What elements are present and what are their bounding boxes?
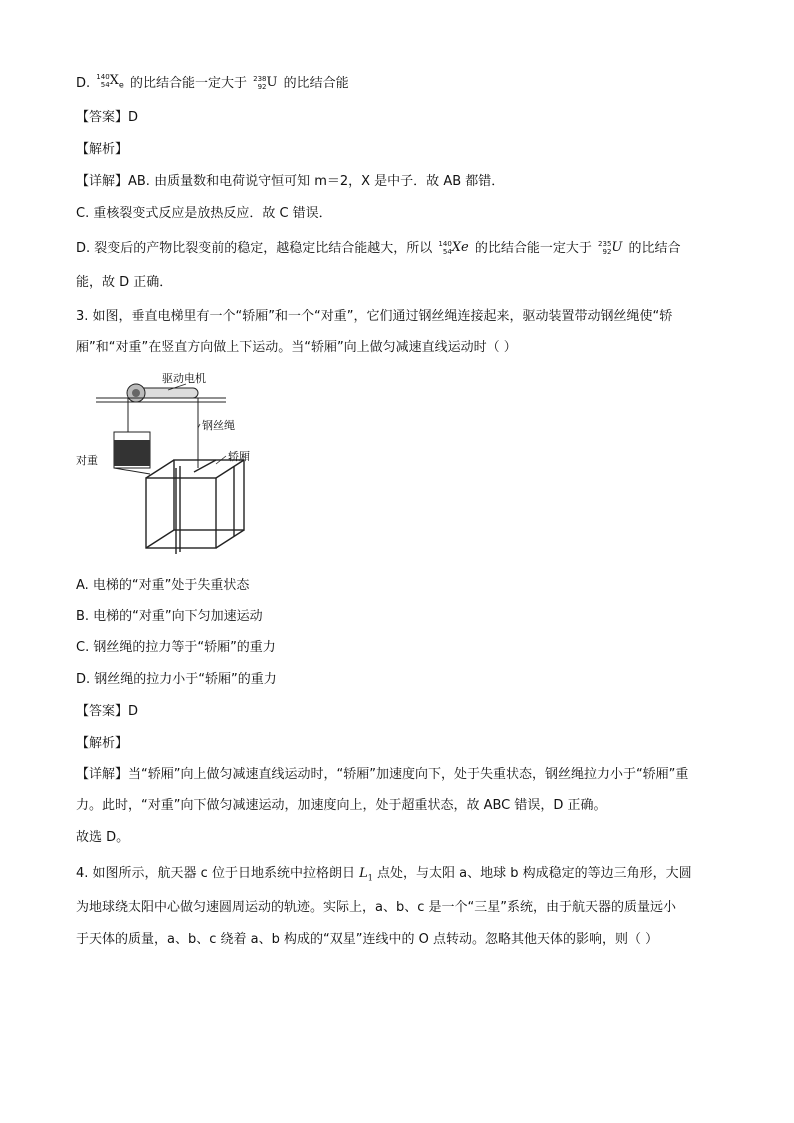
question-3-line-2: 厢”和“对重”在竖直方向做上下运动。当“轿厢”向上做匀减速直线运动时（ ） — [76, 340, 517, 355]
label-counterweight: 对重 — [76, 454, 98, 467]
mass-number: 235 — [598, 240, 612, 248]
answer-line: 【答案】D — [76, 110, 139, 125]
mass-number: 140 — [438, 240, 452, 248]
element-symbol: U — [266, 75, 278, 90]
text: 的比结合 — [628, 240, 681, 256]
atomic-number: 92 — [602, 248, 612, 256]
detail-line-1: 【详解】当“轿厢”向上做匀减速直线运动时，“轿厢”加速度向下，处于失重状态，钢丝绳拉力小于“轿厢”重 — [76, 767, 689, 782]
elevator-car — [146, 460, 244, 554]
elevator-figure — [76, 368, 286, 560]
text: 的比结合能一定大于 — [129, 75, 247, 91]
label-drive-motor: 驱动电机 — [162, 372, 206, 385]
analysis-heading: 【解析】 — [76, 736, 129, 751]
symbol-letter: L — [359, 866, 368, 881]
element-subscript: e — [118, 80, 124, 90]
xe-nuclide — [438, 239, 468, 258]
u-nuclide — [598, 239, 622, 258]
symbol-subscript: 1 — [367, 873, 373, 883]
element-symbol: U — [611, 240, 623, 255]
element-symbol: X — [109, 73, 119, 88]
detail-line: 【详解】AB. 由质量数和电荷说守恒可知 m＝2，X 是中子．故 AB 都错． — [76, 174, 505, 189]
lagrange-point-symbol — [359, 866, 373, 881]
option-label: D. — [76, 75, 95, 91]
question-3-line-1: 3. 如图，垂直电梯里有一个“轿厢”和一个“对重”，它们通过钢丝绳连接起来，驱动装置带动钢丝绳使“轿 — [76, 309, 673, 324]
text: 的比结合能一定大于 — [474, 240, 592, 256]
option-c: C. 钢丝绳的拉力等于“轿厢”的重力 — [76, 640, 276, 655]
element-symbol: Xe — [451, 240, 469, 255]
elevator-diagram — [76, 368, 286, 560]
mass-number: 238 — [253, 75, 267, 83]
option-d-explanation — [76, 239, 681, 258]
label-elevator-car: 轿厢 — [228, 450, 250, 463]
detail-line-2: 力。此时，“对重”向下做匀减速运动，加速度向上，处于超重状态，故 ABC 错误，D 正确。 — [76, 798, 607, 813]
drive-motor — [96, 384, 226, 402]
text: 点处，与太阳 a、地球 b 构成稳定的等边三角形，大圆 — [376, 866, 692, 881]
xe-nuclide — [96, 72, 124, 95]
question-4-line-2: 为地球绕太阳中心做匀速圆周运动的轨迹。实际上，a、b、c 是一个“三星”系统，由于航天器的质量远小 — [76, 900, 676, 915]
analysis-heading: 【解析】 — [76, 142, 129, 157]
label-steel-rope: 钢丝绳 — [202, 419, 235, 432]
mass-number: 140 — [96, 73, 110, 81]
option-d-line — [76, 72, 349, 95]
option-c-explanation: C. 重核裂变式反应是放热反应．故 C 错误． — [76, 206, 332, 221]
answer-line: 【答案】D — [76, 704, 139, 719]
option-d: D. 钢丝绳的拉力小于“轿厢”的重力 — [76, 672, 277, 687]
question-4-line-3: 于天体的质量，a、b、c 绕着 a、b 构成的“双星”连线中的 O 点转动。忽略其他天体的影响，则（ ） — [76, 932, 659, 947]
option-d-explanation-cont: 能，故 D 正确． — [76, 275, 173, 290]
question-4-line-1 — [76, 865, 692, 888]
atomic-number: 92 — [257, 83, 267, 91]
atomic-number: 54 — [100, 81, 110, 89]
detail-line-3: 故选 D。 — [76, 830, 130, 845]
option-b: B. 电梯的“对重”向下匀加速运动 — [76, 609, 263, 624]
u-nuclide — [253, 74, 277, 93]
text: D. 裂变后的产物比裂变前的稳定，越稳定比结合能越大，所以 — [76, 240, 433, 256]
atomic-number: 54 — [442, 248, 452, 256]
counterweight — [114, 432, 150, 474]
text: 4. 如图所示，航天器 c 位于日地系统中拉格朗日 — [76, 866, 355, 881]
text: 的比结合能 — [283, 75, 349, 91]
option-a: A. 电梯的“对重”处于失重状态 — [76, 578, 250, 593]
